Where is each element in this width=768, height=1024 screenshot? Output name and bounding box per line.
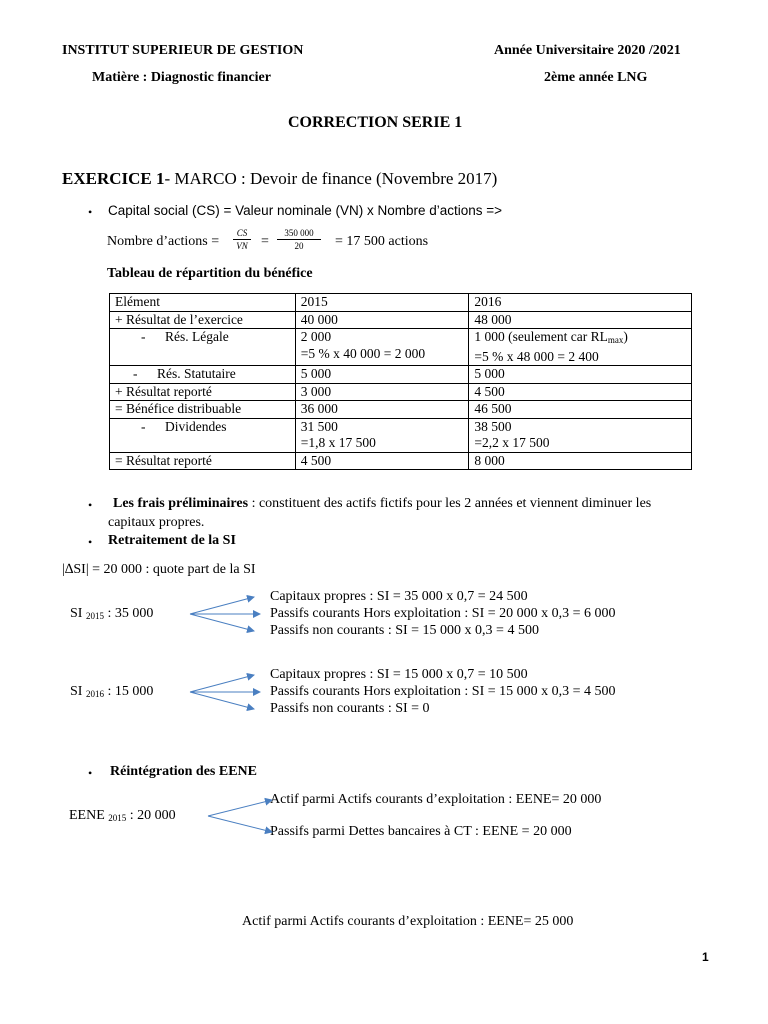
si-value: : 35 000: [103, 606, 154, 621]
si-2015-line: Passifs non courants : SI = 15 000 x 0,3 = 4 500: [270, 623, 539, 638]
cell-formula: =2,2 x 17 500: [474, 435, 550, 450]
cell-value-text: 1 000 (seulement car RL: [474, 329, 608, 344]
si-2016-line: Passifs non courants : SI = 0: [270, 701, 430, 716]
bullet-icon: •: [88, 766, 93, 780]
arrow-icon: [190, 597, 254, 614]
eene-label: EENE: [69, 808, 105, 823]
row-label: Dividendes: [165, 418, 227, 434]
table-cell: = Résultat reporté: [110, 452, 296, 470]
class-level: 2ème année LNG: [544, 70, 648, 85]
nb-actions-result: = 17 500 actions: [335, 234, 429, 249]
fraction-numerator: 350 000: [277, 229, 321, 240]
delta-si-line: |∆SI| = 20 000 : quote part de la SI: [62, 562, 256, 577]
fraction-denominator: 20: [294, 241, 304, 251]
arrow-icon: [190, 614, 254, 631]
cell-value: 2 000: [300, 329, 332, 344]
eene-line-actif: Actif parmi Actifs courants d’exploitation : EENE= 20 000: [270, 792, 602, 807]
bullet-icon: •: [88, 535, 93, 549]
table-cell: = Bénéfice distribuable: [110, 401, 296, 419]
cell-value: 31 500: [300, 418, 338, 434]
si-label: SI: [70, 684, 83, 699]
cell-formula: =5 % x 48 000 = 2 400: [474, 348, 599, 364]
cell-formula: =5 % x 40 000 = 2 000: [300, 345, 426, 361]
si-2016-line: Capitaux propres : SI = 15 000 x 0,7 = 10 500: [270, 667, 528, 682]
table-cell: 48 000: [469, 311, 692, 329]
table-cell: 46 500: [469, 401, 692, 419]
eene-line-actif-2016: Actif parmi Actifs courants d’exploitation : EENE= 25 000: [242, 914, 574, 929]
arrow-icon: [208, 800, 272, 816]
table-cell: 40 000: [295, 311, 469, 329]
si-value: : 15 000: [103, 684, 154, 699]
dash: -: [133, 366, 138, 381]
nb-actions-label: Nombre d’actions =: [107, 234, 220, 249]
page-title: CORRECTION SERIE 1: [288, 114, 463, 131]
subject: Matière : Diagnostic financier: [92, 70, 271, 85]
table-cell: 8 000: [469, 452, 692, 470]
subscript: 2016: [85, 689, 104, 699]
table-cell: 36 000: [295, 401, 469, 419]
capital-line: Capital social (CS) = Valeur nominale (VN) x Nombre d’actions =>: [108, 203, 503, 218]
si-label: SI: [70, 606, 83, 621]
frais-text: : constituent des actifs fictifs pour les 2 années et viennent diminuer les: [248, 496, 652, 511]
subscript: 2015: [108, 813, 127, 823]
si-2015-line: Passifs courants Hors exploitation : SI = 20 000 x 0,3 = 6 000: [270, 606, 616, 621]
row-label: Rés. Statutaire: [157, 366, 236, 381]
table-cell: + Résultat reporté: [110, 383, 296, 401]
bullet-icon: •: [88, 498, 93, 512]
fraction-denominator: VN: [236, 241, 248, 251]
cell-value: 38 500: [474, 418, 512, 434]
eene-title: Réintégration des EENE: [110, 764, 257, 779]
si-2016-line: Passifs courants Hors exploitation : SI = 15 000 x 0,3 = 4 500: [270, 684, 616, 699]
header-cell: 2016: [469, 294, 692, 312]
academic-year: Année Universitaire 2020 /2021: [494, 43, 681, 58]
table-cell: + Résultat de l’exercice: [110, 311, 296, 329]
dash: -: [141, 329, 146, 344]
table-cell: 3 000: [295, 383, 469, 401]
arrow-icon: [208, 816, 272, 832]
fraction-numerator: CS: [233, 229, 251, 240]
eene-line-passifs: Passifs parmi Dettes bancaires à CT : EENE = 20 000: [270, 824, 572, 839]
subscript: max: [607, 335, 624, 345]
cell-value-end: ): [623, 329, 628, 344]
retraitement-title: Retraitement de la SI: [108, 533, 236, 548]
cell-formula: =1,8 x 17 500: [300, 435, 376, 450]
table-cell: 4 500: [295, 452, 469, 470]
frais-title: Les frais préliminaires: [113, 496, 249, 511]
row-label: Rés. Légale: [165, 329, 229, 344]
page-number: 1: [702, 950, 709, 964]
arrow-icon: [190, 675, 254, 692]
exercise-label: EXERCICE 1: [62, 169, 165, 188]
bullet-icon: •: [88, 205, 93, 219]
frais-text-line2: capitaux propres.: [108, 515, 205, 530]
table-title: Tableau de répartition du bénéfice: [107, 266, 313, 281]
header-cell: 2015: [295, 294, 469, 312]
institute-name: INSTITUT SUPERIEUR DE GESTION: [62, 43, 304, 58]
table-cell: 5 000: [295, 366, 469, 384]
si-2015-line: Capitaux propres : SI = 35 000 x 0,7 = 24 500: [270, 589, 528, 604]
subscript: 2015: [85, 611, 104, 621]
table-cell: 5 000: [469, 366, 692, 384]
header-cell: Elément: [110, 294, 296, 312]
arrow-icon: [190, 692, 254, 709]
table-cell: 4 500: [469, 383, 692, 401]
exercise-subtitle: - MARCO : Devoir de finance (Novembre 2017): [164, 169, 498, 188]
equals-sign: =: [261, 234, 269, 249]
eene-value: : 20 000: [126, 808, 176, 823]
dash: -: [141, 418, 146, 434]
